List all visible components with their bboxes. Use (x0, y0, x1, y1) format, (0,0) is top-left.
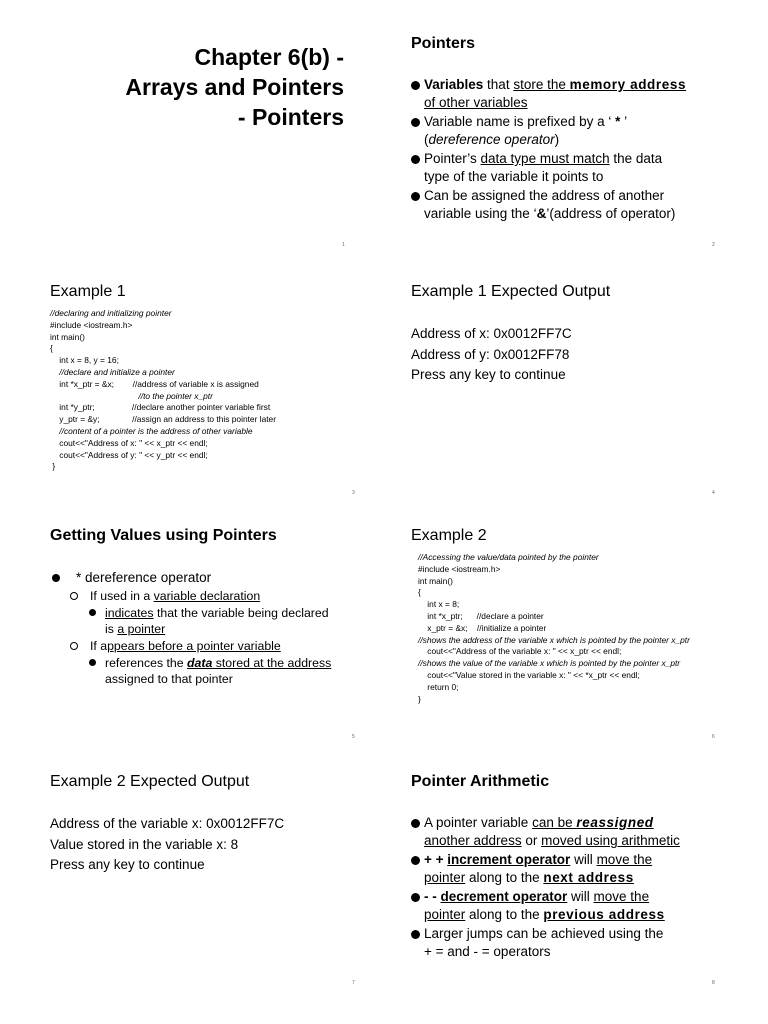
bullet-item: - - decrement operator will move the pointer along to the previous address (411, 888, 736, 924)
slide-8 (396, 770, 741, 995)
bullet-dot-icon (411, 155, 420, 164)
sub-sub-bullet-item: indicates that the variable being declared is a pointer (52, 605, 362, 637)
bullet-ring-icon (70, 592, 78, 600)
output-line: Press any key to continue (411, 367, 566, 382)
bullet-item: A pointer variable can be reassigned another address or moved using arithmetic (411, 814, 736, 850)
code-line: //shows the value of the variable x which is pointed by the pointer x_ptr (418, 658, 681, 669)
code-line: //content of a pointer is the address of other variable (50, 425, 253, 436)
bullet-list (52, 569, 362, 688)
bullet-dot-icon (411, 930, 420, 939)
slide-3 (28, 280, 373, 505)
page-number: 2 (712, 242, 715, 248)
bullet-dot-icon (411, 856, 420, 865)
slide-7 (28, 770, 373, 995)
bullet-dot-icon (89, 609, 96, 616)
slide-4 (396, 280, 741, 505)
bullet-dot-icon (52, 574, 60, 582)
code-line: //declaring and initializing pointer (50, 308, 172, 318)
code-block (50, 308, 276, 473)
bullet-dot-icon (411, 893, 420, 902)
code-line: { (418, 587, 421, 598)
code-line: } (50, 461, 56, 472)
code-block (418, 552, 690, 705)
slide-title: Pointer Arithmetic (411, 773, 550, 790)
output-text (50, 814, 284, 876)
code-line: } (418, 693, 421, 704)
output-line: Address of x: 0x0012FF7C (411, 326, 572, 341)
bullet-item: * dereference operator (52, 569, 362, 586)
bullet-item: Can be assigned the address of another variable using the ‘&’(address of operator) (411, 187, 736, 223)
page-number: 7 (352, 980, 355, 986)
code-line: { (50, 343, 53, 354)
page-number: 4 (712, 490, 715, 496)
bullet-item: + + increment operator will move the pointer along to the next address (411, 851, 736, 887)
code-line: int x = 8; (418, 599, 460, 610)
chapter-title (125, 42, 344, 132)
page-number: 5 (352, 734, 355, 740)
bullet-dot-icon (411, 81, 420, 90)
code-line: x_ptr = &x; //initialize a pointer (418, 622, 547, 633)
code-line: //declare and initialize a pointer (50, 366, 175, 377)
code-line: int main() (50, 331, 85, 342)
bullet-dot-icon (411, 118, 420, 127)
code-line: int *x_ptr; //declare a pointer (418, 610, 544, 621)
output-line: Press any key to continue (50, 857, 205, 872)
sub-bullet-item: If used in a variable declaration (52, 588, 362, 604)
page-number: 3 (352, 490, 355, 496)
output-line: Value stored in the variable x: 8 (50, 836, 239, 852)
bullet-list (411, 76, 736, 224)
slide-title: Example 1 (50, 283, 126, 300)
page-number: 1 (342, 242, 345, 248)
slide-title: Example 2 (411, 527, 487, 544)
output-line: Address of the variable x: 0x0012FF7C (50, 816, 285, 831)
code-line: y_ptr = &y; //assign an address to this pointer later (50, 414, 276, 425)
slide-6 (396, 524, 741, 749)
title-line-3: - Pointers (237, 104, 344, 130)
code-line: int x = 8, y = 16; (50, 355, 119, 366)
slide-5 (28, 524, 373, 749)
slide-title: Example 2 Expected Output (50, 773, 250, 790)
slide-title: Example 1 Expected Output (411, 283, 611, 300)
code-line: cout<<"Value stored in the variable x: " << *x_ptr << endl; (418, 669, 640, 680)
code-line: cout<<"Address of y: " << y_ptr << endl; (50, 449, 208, 460)
code-line: return 0; (418, 681, 459, 692)
bullet-dot-icon (411, 819, 420, 828)
output-text (411, 324, 572, 386)
bullet-dot-icon (411, 192, 420, 201)
slide-1 (18, 32, 363, 257)
page-number: 8 (712, 980, 715, 986)
code-line: int main() (418, 575, 453, 586)
code-line: //Accessing the value/data pointed by the pointer (418, 552, 599, 562)
bullet-item: Variables that store the memory address of other variables (411, 76, 736, 112)
bullet-item: Larger jumps can be achieved using the + = and - = operators (411, 925, 736, 961)
code-line: #include <iostream.h> (50, 319, 133, 330)
code-line: cout<<"Address of the variable x: " << x_ptr << endl; (418, 646, 622, 657)
output-line: Address of y: 0x0012FF78 (411, 346, 570, 362)
code-line: //to the pointer x_ptr (50, 390, 213, 401)
code-line: int *x_ptr = &x; //address of variable x is assigned (50, 378, 259, 389)
slide-title: Getting Values using Pointers (50, 527, 277, 544)
bullet-item: Pointer’s data type must match the data type of the variable it points to (411, 150, 736, 186)
page-number: 6 (712, 734, 715, 740)
sub-sub-bullet-item: references the data stored at the address assigned to that pointer (52, 655, 362, 687)
bullet-list (411, 814, 736, 962)
bullet-ring-icon (70, 642, 78, 650)
sub-bullet-item: If appears before a pointer variable (52, 638, 362, 654)
code-line: cout<<"Address of x: " << x_ptr << endl; (50, 437, 208, 448)
bullet-dot-icon (89, 659, 96, 666)
title-line-1: Chapter 6(b) - (194, 44, 344, 70)
code-line: int *y_ptr; //declare another pointer variable first (50, 402, 271, 413)
bullet-item: Variable name is prefixed by a ‘ * ’ (dereference operator) (411, 113, 736, 149)
slide-2 (396, 32, 741, 257)
code-line: //shows the address of the variable x which is pointed by the pointer x_ptr (418, 634, 690, 645)
slide-title: Pointers (411, 35, 476, 52)
title-line-2: Arrays and Pointers (125, 74, 344, 100)
code-line: #include <iostream.h> (418, 563, 501, 574)
